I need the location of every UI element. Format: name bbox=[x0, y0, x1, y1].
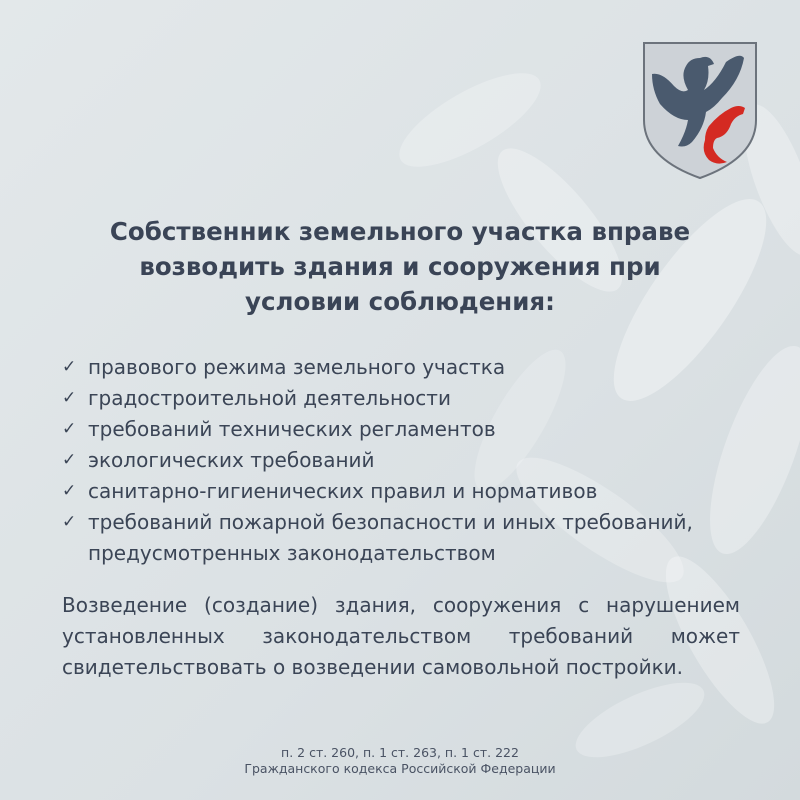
checkmark-icon: ✓ bbox=[62, 450, 77, 470]
checkmark-icon: ✓ bbox=[62, 388, 77, 408]
checkmark-icon: ✓ bbox=[62, 419, 77, 439]
note-paragraph: Возведение (создание) здания, сооружения с нарушением установленных законодательством требований может свидетельствовать о возведении самовольной постройки. bbox=[62, 593, 740, 679]
list-item-text: требований пожарной безопасности и иных требований, предусмотренных законодательством bbox=[88, 510, 693, 565]
requirements-list bbox=[62, 352, 762, 569]
list-item-text: правового режима земельного участка bbox=[88, 355, 506, 379]
legal-reference-line: Гражданского кодекса Российской Федерации bbox=[244, 761, 556, 776]
list-item bbox=[62, 414, 762, 445]
page-title bbox=[40, 214, 760, 319]
title-line: условии соблюдения: bbox=[245, 287, 555, 316]
coat-of-arms-emblem bbox=[641, 40, 759, 180]
list-item-text: экологических требований bbox=[88, 448, 375, 472]
checkmark-icon: ✓ bbox=[62, 357, 77, 377]
list-item bbox=[62, 352, 762, 383]
legal-reference-line: п. 2 ст. 260, п. 1 ст. 263, п. 1 ст. 222 bbox=[281, 745, 519, 760]
checkmark-icon: ✓ bbox=[62, 481, 77, 501]
title-line: Собственник земельного участка вправе bbox=[109, 217, 691, 246]
title-line: возводить здания и сооружения при bbox=[139, 252, 661, 281]
list-item bbox=[62, 507, 728, 569]
list-item bbox=[62, 445, 762, 476]
list-item-text: градостроительной деятельности bbox=[88, 386, 451, 410]
list-item bbox=[62, 383, 762, 414]
list-item-text: санитарно-гигиенических правил и нормативов bbox=[88, 479, 598, 503]
list-item-text: требований технических регламентов bbox=[88, 417, 496, 441]
list-item bbox=[62, 476, 762, 507]
checkmark-icon: ✓ bbox=[62, 512, 77, 532]
legal-reference bbox=[0, 745, 800, 777]
